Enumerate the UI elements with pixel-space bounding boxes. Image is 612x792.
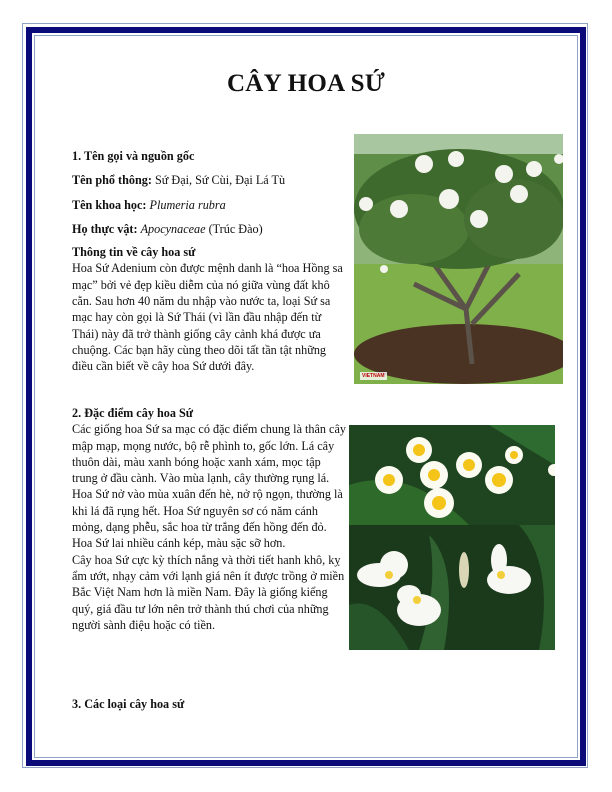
- plant-family: [72, 221, 347, 237]
- scientific-name-value: Plumeria rubra: [149, 197, 226, 212]
- info-paragraph: Hoa Sứ Adenium còn được mệnh danh là “hoa Hồng sa mạc” bởi vẻ đẹp kiều diễm của nó giữa vùng đất khô cằn. Sau hơn 40 năm du nhập vào nước ta, loại Sứ sa mạc hay còn gọi là Sứ Thái (vì lần đầu nhập đến từ Thái) này đã trở thành giống cây cảnh khá được ưa chuộng. Các bạn hãy cùng theo dõi tất tần tật những điều cần biết về cây hoa Sứ dưới đây.: [72, 261, 343, 374]
- common-name-value: Sứ Đại, Sứ Cùi, Đại Lá Tù: [151, 173, 286, 188]
- common-name: [72, 172, 347, 188]
- section-2: [72, 405, 347, 633]
- section-3-heading: 3. Các loại cây hoa sứ: [72, 697, 185, 711]
- family-value-vietnamese: (Trúc Đào): [205, 221, 263, 236]
- section-2-paragraph-2: Cây hoa Sứ cực kỳ thích nắng và thời tiết hanh khô, kỵ ẩm ướt, nhạy cảm với lạnh giá nên ít được trồng ở miền Bắc Việt Nam hơn là miền Nam. Đây là giống kiểng quý, giá đầu tư lớn nên trở thành thú chơi của những người sành điệu hoặc có tiền.: [72, 552, 345, 632]
- scientific-name: [72, 197, 347, 213]
- scientific-name-label: Tên khoa học:: [72, 197, 147, 212]
- section-1-heading: 1. Tên gọi và nguồn gốc: [72, 149, 195, 163]
- section-1: [72, 148, 347, 375]
- document-title: CÂY HOA SỨ: [226, 70, 386, 97]
- common-name-label: Tên phổ thông:: [72, 173, 152, 188]
- section-3: [72, 696, 347, 712]
- info-heading: Thông tin về cây hoa sứ: [72, 245, 196, 260]
- section-2-paragraph-1: Các giống hoa Sứ sa mạc có đặc điểm chung là thân cây mập mạp, mọng nước, bộ rễ phình to, gốc lớn. Lá cây thuôn dài, màu xanh bóng hoặc xanh xám, mọc tập trung ở đầu cành. Vào mùa lạnh, cây thường rụng lá. Hoa Sứ nở vào mùa xuân đến hè, nở rộ ngọn, thường là khi lá đã rụng hết. Hoa Sứ nguyên sơ có năm cánh mỏng, dạng phễu, sắc hoa từ trắng đến hồng đến đỏ. Hoa Sứ lai nhiều cánh kép, màu sặc sỡ hơn.: [72, 422, 346, 551]
- family-value-latin: Apocynaceae: [140, 221, 206, 236]
- section-2-heading: 2. Đặc điểm cây hoa Sứ: [72, 406, 194, 420]
- tree-image-watermark: VIETNAM: [362, 373, 385, 379]
- yellow-plumeria-image: [349, 425, 555, 525]
- family-label: Họ thực vật:: [72, 221, 138, 236]
- white-plumeria-image: [349, 525, 555, 650]
- plumeria-tree-image: [354, 134, 563, 384]
